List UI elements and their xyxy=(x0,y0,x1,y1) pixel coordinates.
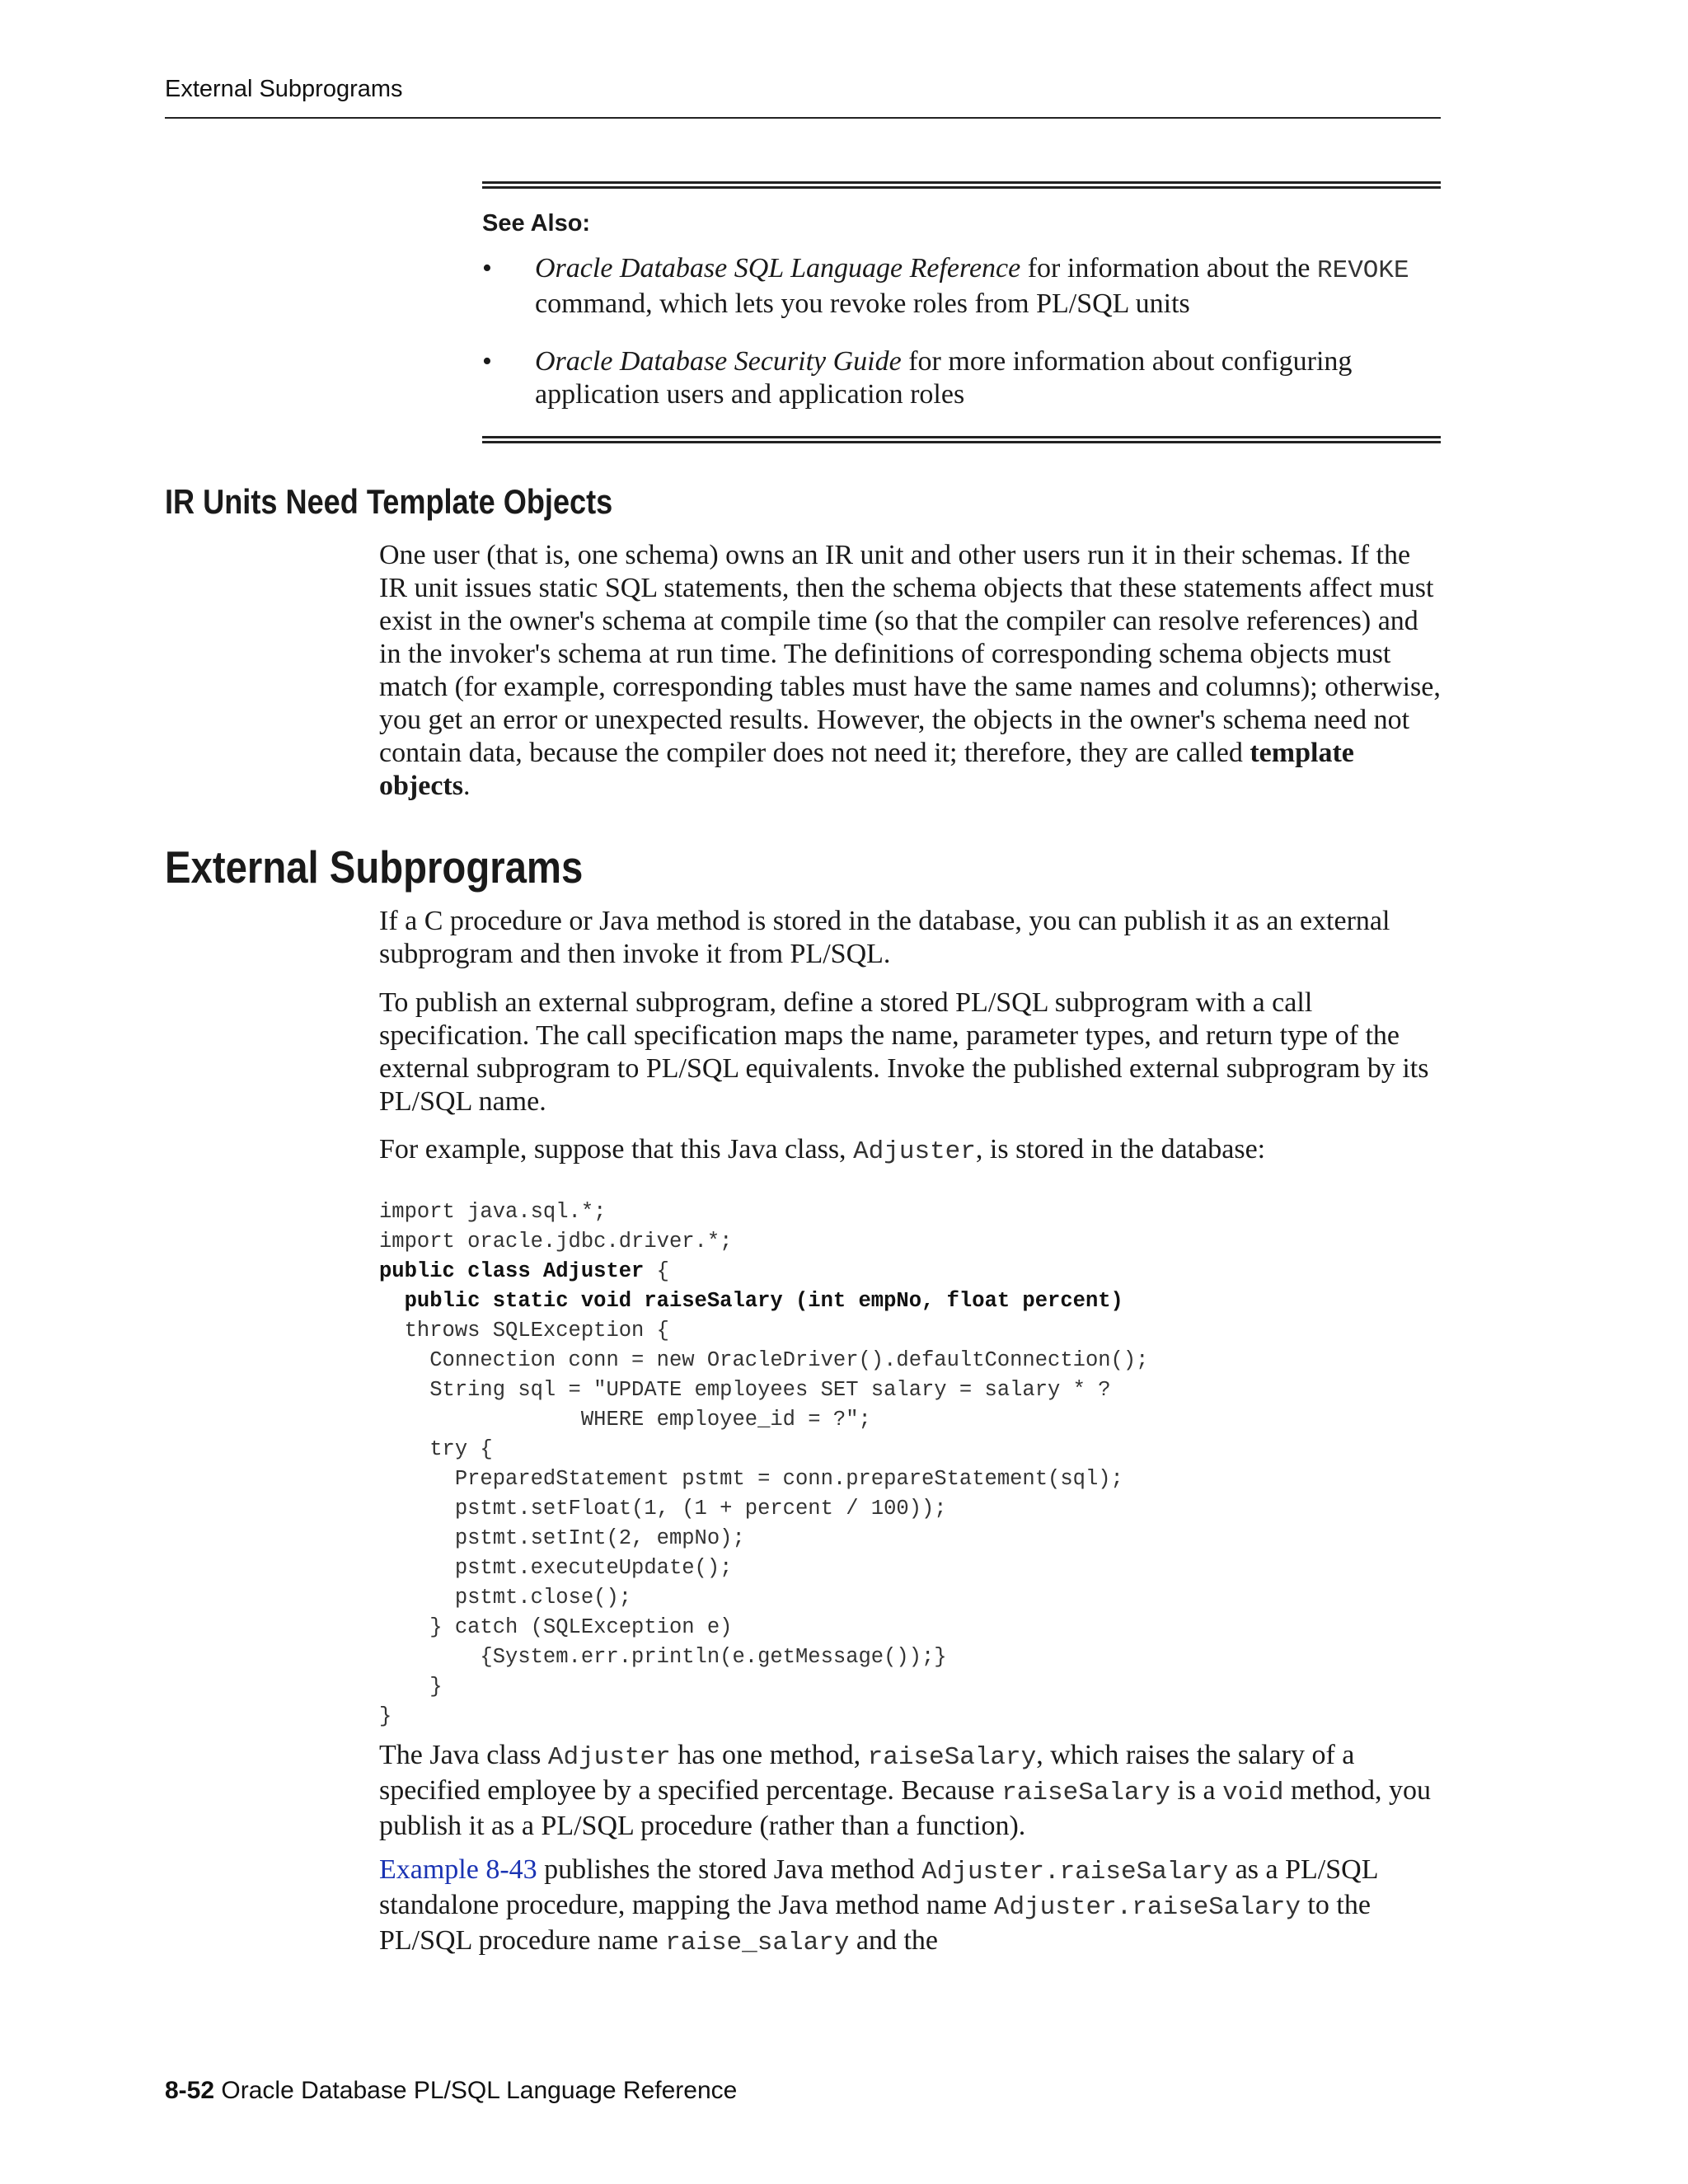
code-line: PreparedStatement pstmt = conn.prepareStatement(sql); xyxy=(379,1467,1123,1491)
term-template-objects: template objects xyxy=(379,738,1354,801)
paragraph-text: publishes the stored Java method xyxy=(537,1854,922,1885)
see-also-text: command, which lets you revoke roles from PL/SQL units xyxy=(535,288,1190,319)
code-line: import java.sql.*; xyxy=(379,1200,607,1224)
code-revoke: REVOKE xyxy=(1316,256,1409,285)
paragraph-text: to the PL/SQL procedure name xyxy=(379,1890,1371,1956)
code-adjuster-raisesalary: Adjuster.raiseSalary xyxy=(921,1858,1229,1886)
paragraph-publish-intro: If a C procedure or Java method is stored in the database, you can publish it as an external subprogram and then invoke it from PL/SQL. xyxy=(379,906,1390,969)
code-raisesalary: raiseSalary xyxy=(867,1743,1037,1772)
section-heading-ir-units: IR Units Need Template Objects xyxy=(165,482,613,521)
code-block-adjuster-java xyxy=(379,1197,1148,1732)
link-example-8-43[interactable]: Example 8-43 xyxy=(379,1854,537,1885)
code-line: } xyxy=(379,1675,443,1699)
paragraph-text: has one method, xyxy=(670,1740,868,1770)
code-line: String sql = "UPDATE employees SET salary = salary * ? xyxy=(379,1378,1111,1402)
paragraph-text: and the xyxy=(849,1925,939,1956)
see-also-list xyxy=(482,252,1441,411)
page-number: 8-52 xyxy=(165,2077,215,2104)
paragraph-text: The Java class xyxy=(379,1740,548,1770)
paragraph-text: One user (that is, one schema) owns an IR unit and other users run it in their schemas. If the IR unit issues static SQL statements, then the schema objects that these statements affect must exist in the owner's schema at compile time (so that the compiler can resolve references) and in the invoker's schema at run time. The definitions of corresponding schema objects must match (for example, corresponding tables must have the same names and columns); otherwise, you get an error or unexpected results. However, the objects in the owner's schema need not contain data, because the compiler does not need it; therefore, they are called xyxy=(379,540,1441,768)
code-line: import oracle.jdbc.driver.*; xyxy=(379,1230,733,1254)
code-raisesalary: raiseSalary xyxy=(1001,1779,1170,1807)
see-also-text: for information about the xyxy=(1020,253,1317,284)
see-also-box xyxy=(482,181,1441,443)
code-raise-salary: raise_salary xyxy=(665,1929,850,1957)
paragraph-raise-salary xyxy=(379,1739,1442,1843)
code-line: pstmt.setInt(2, empNo); xyxy=(379,1526,745,1550)
book-title: Oracle Database PL/SQL Language Reference xyxy=(221,2077,738,2104)
code-line: try { xyxy=(379,1437,493,1461)
paragraph-text: . xyxy=(462,771,471,801)
code-line: Connection conn = new OracleDriver().defaultConnection(); xyxy=(379,1348,1149,1372)
paragraph-java-class-example xyxy=(379,1133,1442,1169)
see-also-title: See Also: xyxy=(482,210,591,237)
header-rule xyxy=(165,117,1441,119)
bullet-icon: • xyxy=(482,253,492,284)
code-line-bold: public static void raiseSalary (int empNo, float percent) xyxy=(379,1289,1123,1313)
paragraph-text: For example, suppose that this Java class, xyxy=(379,1134,854,1165)
see-also-item xyxy=(482,345,1441,411)
see-also-top-rule xyxy=(482,181,1441,189)
paragraph-text: , which raises the salary of a specified employee by a specified percentage. Because xyxy=(379,1740,1355,1806)
see-also-item xyxy=(482,252,1441,321)
paragraph-example-8-43 xyxy=(379,1854,1442,1960)
paragraph-text: as a PL/SQL standalone procedure, mapping the Java method name xyxy=(379,1854,1378,1920)
code-line: { xyxy=(644,1259,669,1283)
code-line: pstmt.executeUpdate(); xyxy=(379,1556,733,1580)
code-line: pstmt.close(); xyxy=(379,1586,632,1610)
section-heading-external-subprograms: External Subprograms xyxy=(165,841,584,893)
running-header: External Subprograms xyxy=(165,76,403,102)
paragraph-text: is a xyxy=(1170,1775,1223,1806)
code-adjuster: Adjuster xyxy=(853,1137,976,1166)
code-line: {System.err.println(e.getMessage());} xyxy=(379,1645,947,1669)
paragraph-template-objects xyxy=(379,539,1442,803)
code-adjuster: Adjuster xyxy=(547,1743,671,1772)
code-line: throws SQLException { xyxy=(379,1319,669,1343)
paragraph-text: , is stored in the database: xyxy=(975,1134,1266,1165)
code-line: } xyxy=(379,1704,392,1728)
ref-title-security-guide: Oracle Database Security Guide xyxy=(535,346,902,377)
see-also-bottom-rule xyxy=(482,436,1441,443)
paragraph-text: method, you publish it as a PL/SQL procedure (rather than a function). xyxy=(379,1775,1432,1841)
code-void: void xyxy=(1222,1779,1284,1807)
code-line: WHERE employee_id = ?"; xyxy=(379,1408,871,1432)
code-line-bold: public class Adjuster xyxy=(379,1259,645,1283)
code-line: } catch (SQLException e) xyxy=(379,1615,733,1639)
paragraph-call-specification: To publish an external subprogram, define a stored PL/SQL subprogram with a call specification. The call specification maps the name, parameter types, and return type of the external subprogram to PL/SQL equivalents. Invoke the published external subprogram by its PL/SQL name. xyxy=(379,987,1429,1117)
code-line: pstmt.setFloat(1, (1 + percent / 100)); xyxy=(379,1497,947,1521)
bullet-icon: • xyxy=(482,346,492,377)
ref-title-sql-language-reference: Oracle Database SQL Language Reference xyxy=(535,253,1021,284)
code-adjuster-raisesalary: Adjuster.raiseSalary xyxy=(993,1893,1301,1922)
see-also-text: for more information about configuring application users and application roles xyxy=(535,346,1353,410)
page-footer xyxy=(165,2077,737,2105)
